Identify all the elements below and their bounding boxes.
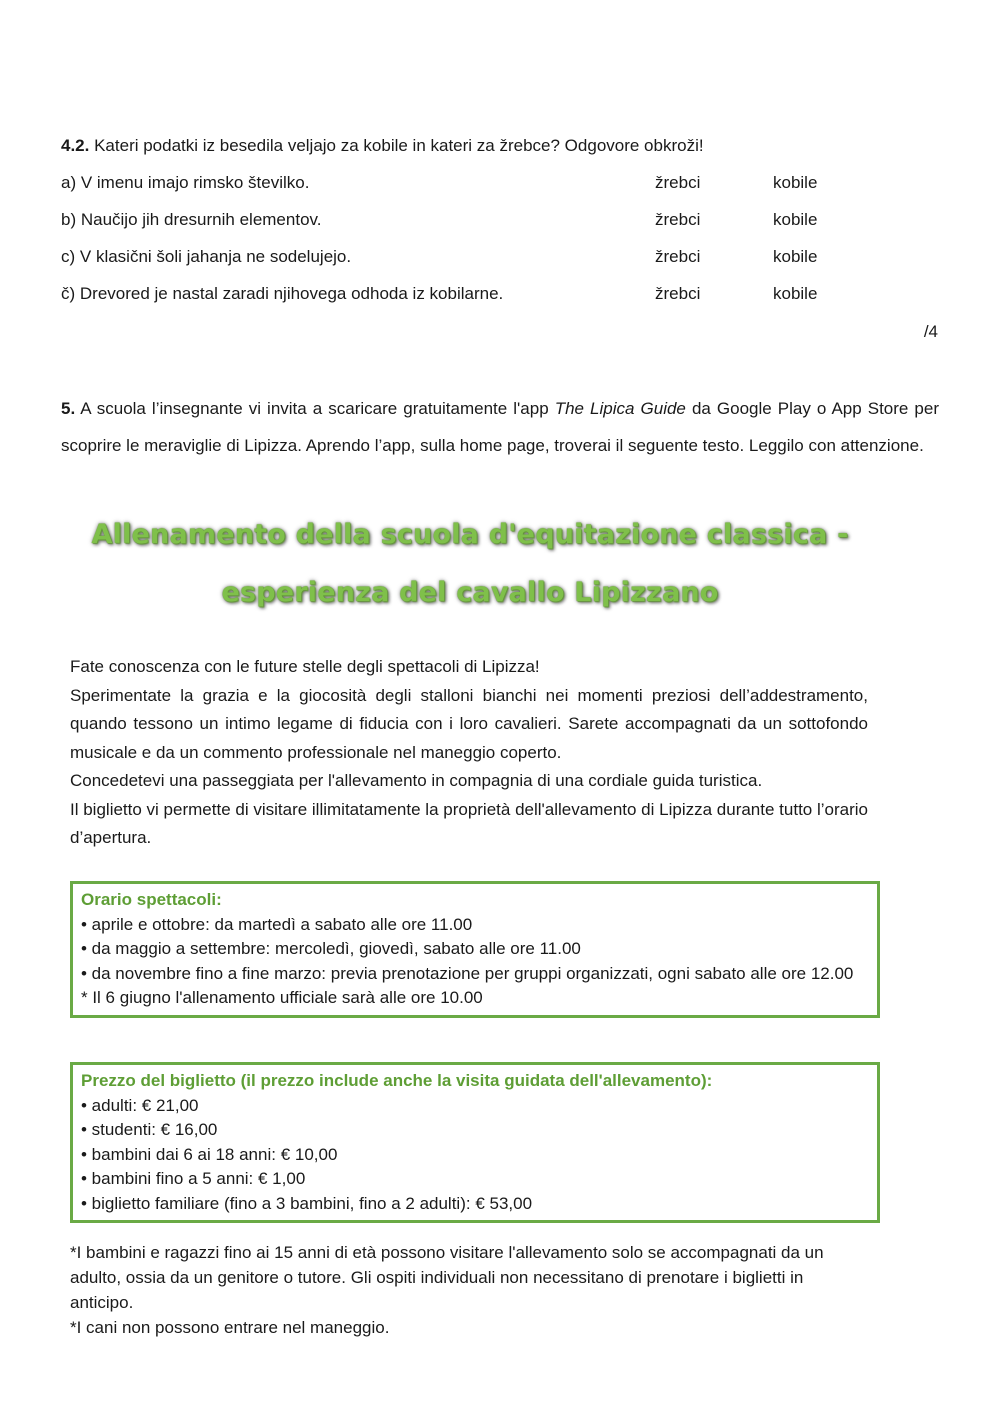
article-paragraph: Sperimentate la grazia e la giocosità degli stalloni bianchi nei momenti preziosi dell’addestramento, quando tessono un intimo legame di fiducia con i loro cavalieri. Sarete accompagnati da un sottofondo musicale e da un commento professionale nel maneggio coperto. [70,685,868,762]
answer-option-zrebci[interactable]: žrebci [655,247,701,266]
score-label: /4 [923,322,938,341]
article-paragraph: Il biglietto vi permette di visitare illimitatamente la proprietà dell'allevamento di Lipizza durante tutto l’orario d’apertura. [70,799,868,847]
question-text-part: A scuola l’insegnante vi invita a scaricare gratuitamente l'app [75,399,555,418]
answer-item-text: c) V klasični šoli jahanja ne sodelujejo. [61,247,352,266]
price-row: • biglietto familiare (fino a 3 bambini, fino a 2 adulti): € 53,00 [81,1193,533,1213]
answer-option-zrebci[interactable]: žrebci [655,210,701,229]
prices-box [70,1062,880,1223]
prices-heading: Prezzo del biglietto (il prezzo include anche la visita guidata dell'allevamento): [81,1071,713,1090]
article-title-line-1: Allenamento della scuola d'equitazione classica - [91,519,849,550]
price-row: • studenti: € 16,00 [81,1120,218,1139]
answer-option-kobile[interactable]: kobile [773,210,818,229]
app-name: The Lipica Guide [554,399,686,418]
schedule-row: • aprile e ottobre: da martedì a sabato alle ore 11.00 [81,914,473,934]
article-paragraph: Concedetevi una passeggiata per l'allevamento in compagnia di una cordiale guida turistica. [70,771,763,790]
schedule-box [70,881,880,1018]
question-text: Kateri podatki iz besedila veljajo za kobile in kateri za žrebce? Odgovore obkroži! [94,136,704,155]
article-paragraph: Fate conoscenza con le future stelle degli spettacoli di Lipizza! [70,657,540,676]
notes [70,1240,870,1340]
article-body [70,653,868,853]
article-title-line-2: esperienza del cavallo Lipizzano [221,577,719,608]
answer-item-text: b) Naučijo jih dresurnih elementov. [61,210,322,229]
schedule-row: • da novembre fino a fine marzo: previa prenotazione per gruppi organizzati, ogni sabato alle ore 12.00 [81,963,854,983]
answer-option-kobile[interactable]: kobile [773,247,818,266]
question-5-text [61,390,939,464]
schedule-row: • da maggio a settembre: mercoledì, giovedì, sabato alle ore 11.00 [81,939,581,958]
question-text-part: da Google Play o App Store per scoprire le meraviglie di Lipizza. Aprendo l’app, sulla home page, troverai il seguente testo. Leggilo con attenzione. [61,399,939,455]
question-number: 4.2. [61,136,90,155]
price-row: • adulti: € 21,00 [81,1095,199,1115]
answer-item-text: a) V imenu imajo rimsko številko. [61,173,310,192]
question-number: 5. [61,399,76,418]
price-row: • bambini dai 6 ai 18 anni: € 10,00 [81,1144,338,1164]
answer-option-zrebci[interactable]: žrebci [655,173,701,192]
note: *I cani non possono entrare nel maneggio. [70,1318,390,1337]
schedule-heading: Orario spettacoli: [81,890,222,909]
answer-item-text: č) Drevored je nastal zaradi njihovega odhoda iz kobilarne. [61,284,504,303]
question-4-2-heading [61,136,704,156]
price-row: • bambini fino a 5 anni: € 1,00 [81,1169,306,1188]
schedule-row: * Il 6 giugno l'allenamento ufficiale sarà alle ore 10.00 [81,988,483,1007]
answer-option-kobile[interactable]: kobile [773,284,818,303]
answer-option-zrebci[interactable]: žrebci [655,284,701,303]
answer-option-kobile[interactable]: kobile [773,173,818,192]
note: *I bambini e ragazzi fino ai 15 anni di età possono visitare l'allevamento solo se accompagnati da un adulto, ossia da un genitore o tutore. Gli ospiti individuali non necessitano di prenotare i biglietti in anticipo. [70,1243,824,1312]
